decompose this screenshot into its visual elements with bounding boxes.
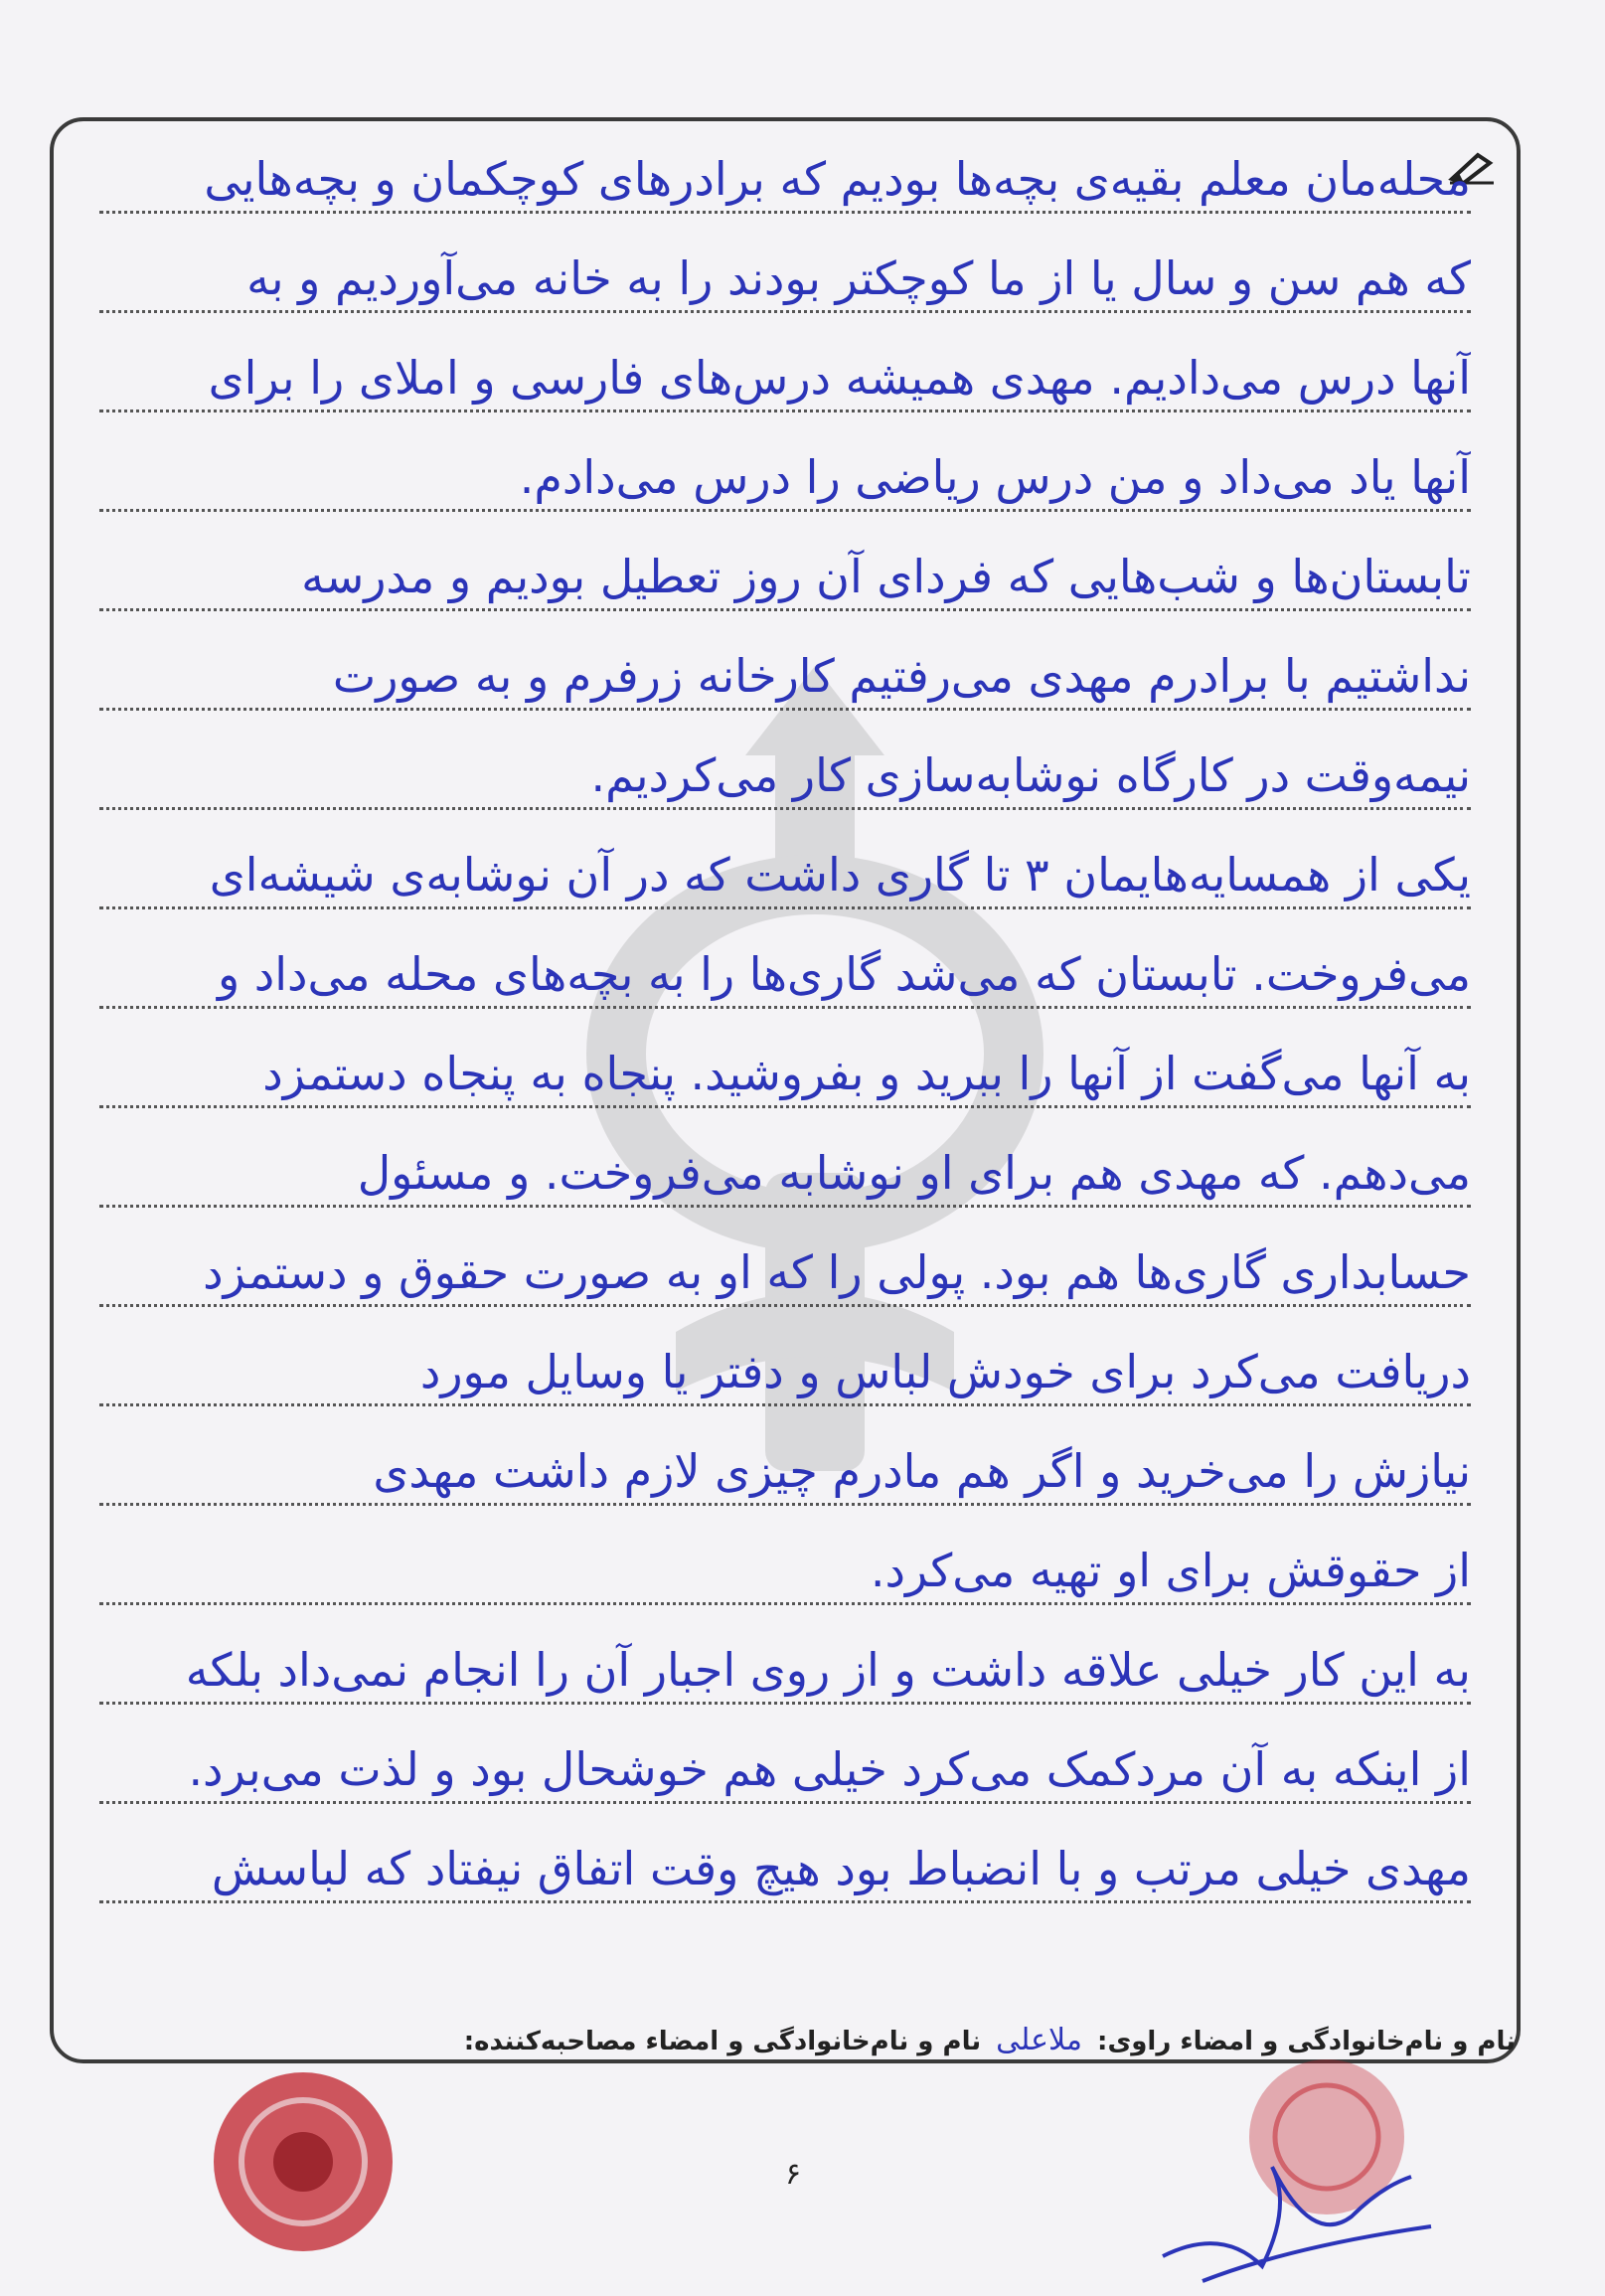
handwritten-line: حسابداری گاری‌ها هم بود. پولی را که او به صورت حقوق و دستمزد bbox=[203, 1245, 1471, 1299]
handwritten-lines bbox=[99, 119, 1471, 2008]
ruled-line bbox=[99, 509, 1471, 512]
handwritten-line: آنها درس می‌دادیم. مهدی همیشه درس‌های فارسی و املای را برای bbox=[208, 351, 1471, 405]
page-number: ۶ bbox=[785, 2157, 802, 2192]
ruled-line bbox=[99, 1403, 1471, 1406]
ruled-line bbox=[99, 1304, 1471, 1307]
ruled-line bbox=[99, 807, 1471, 810]
handwritten-line: می‌فروخت. تابستان که می‌شد گاری‌ها را به بچه‌های محله می‌داد و bbox=[217, 947, 1471, 1001]
ruled-line bbox=[99, 708, 1471, 711]
handwritten-line: به این کار خیلی علاقه داشت و از روی اجبار آن را انجام نمی‌داد بلکه bbox=[185, 1643, 1471, 1697]
ruled-line bbox=[99, 906, 1471, 909]
handwritten-line: تابستان‌ها و شب‌هایی که فردای آن روز تعطیل بودیم و مدرسه bbox=[301, 550, 1471, 603]
ruled-line bbox=[99, 1006, 1471, 1009]
interviewer-label: نام و نام‌خانوادگی و امضاء مصاحبه‌کننده: bbox=[463, 2027, 982, 2056]
handwritten-line: نیمه‌وقت در کارگاه نوشابه‌سازی کار می‌کردیم. bbox=[590, 748, 1471, 802]
ruled-line bbox=[99, 1702, 1471, 1705]
handwritten-signature bbox=[1143, 2107, 1441, 2296]
handwritten-line: آنها یاد می‌داد و من درس ریاضی را درس می‌دادم. bbox=[519, 450, 1471, 504]
handwritten-line: نداشتیم با برادرم مهدی می‌رفتیم کارخانه زرفرم و به صورت bbox=[332, 649, 1471, 703]
handwritten-line: به آنها می‌گفت از آنها را ببرید و بفروشید. پنجاه به پنجاه دستمزد bbox=[262, 1047, 1471, 1100]
handwritten-line: از حقوقش برای او تهیه می‌کرد. bbox=[870, 1544, 1471, 1597]
ruled-line bbox=[99, 608, 1471, 611]
seal-stamp bbox=[199, 2057, 407, 2266]
handwritten-line: مهدی خیلی مرتب و با انضباط بود هیچ وقت اتفاق نیفتاد که لباسش bbox=[211, 1842, 1471, 1895]
narrator-label: نام و نام‌خانوادگی و امضاء راوی: bbox=[1097, 2027, 1516, 2056]
handwritten-line: محله‌مان معلم بقیه‌ی بچه‌ها بودیم که برادرهای کوچکمان و بچه‌هایی bbox=[204, 152, 1471, 206]
ruled-line bbox=[99, 410, 1471, 412]
ruled-line bbox=[99, 1900, 1471, 1903]
handwritten-line: می‌دهم. که مهدی هم برای او نوشابه می‌فروخت. و مسئول bbox=[357, 1146, 1471, 1200]
handwritten-line: دریافت می‌کرد برای خودش لباس و دفتر یا وسایل مورد bbox=[419, 1345, 1471, 1398]
handwritten-line: که هم سن و سال یا از ما کوچکتر بودند را به خانه می‌آوردیم و به bbox=[246, 251, 1471, 305]
interviewer-signature-text: ملاعلی bbox=[996, 2023, 1082, 2057]
ruled-line bbox=[99, 1105, 1471, 1108]
handwritten-line: نیازش را می‌خرید و اگر هم مادرم چیزی لازم داشت مهدی bbox=[373, 1444, 1471, 1498]
ruled-line bbox=[99, 1503, 1471, 1506]
ruled-line bbox=[99, 310, 1471, 313]
ruled-line bbox=[99, 211, 1471, 214]
handwritten-line: از اینکه به آن مردکمک می‌کرد خیلی هم خوشحال بود و لذت می‌برد. bbox=[188, 1742, 1471, 1796]
ruled-line bbox=[99, 1205, 1471, 1208]
handwritten-line: یکی از همسایه‌هایمان ۳ تا گاری داشت که در آن نوشابه‌ی شیشه‌ای bbox=[209, 848, 1471, 902]
ruled-line bbox=[99, 1801, 1471, 1804]
ruled-line bbox=[99, 1602, 1471, 1605]
